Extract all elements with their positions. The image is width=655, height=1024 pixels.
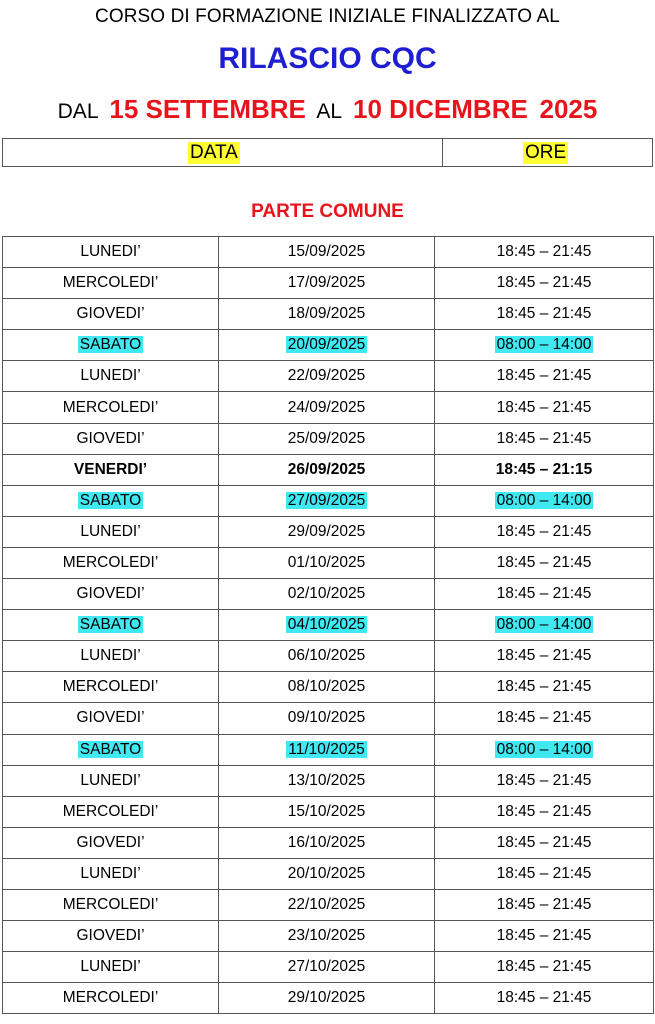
day-cell-text: MERCOLEDI’: [62, 398, 159, 416]
day-cell-text: SABATO: [79, 491, 142, 509]
day-cell: [3, 952, 219, 983]
hours-cell-text: 18:45 – 21:45: [496, 429, 592, 447]
day-cell-text: LUNEDI’: [80, 647, 141, 665]
date-cell: [219, 858, 435, 889]
date-cell: [219, 952, 435, 983]
day-cell-text: MERCOLEDI’: [62, 989, 159, 1007]
table-row: [3, 952, 654, 983]
hours-cell: [435, 827, 654, 858]
date-cell: [219, 454, 435, 485]
al-label: AL: [316, 100, 342, 123]
hours-cell-text: 18:45 – 21:45: [496, 522, 592, 540]
date-cell-text: 23/10/2025: [287, 927, 366, 945]
day-cell: [3, 299, 219, 330]
hours-cell: [435, 454, 654, 485]
date-cell: [219, 268, 435, 299]
hours-cell: [435, 672, 654, 703]
hours-cell: [435, 392, 654, 423]
date-cell-text: 18/09/2025: [287, 305, 366, 323]
date-cell-text: 27/09/2025: [287, 491, 366, 509]
table-row: [3, 703, 654, 734]
table-row: [3, 672, 654, 703]
hours-cell-text: 18:45 – 21:45: [496, 398, 592, 416]
date-cell-text: 08/10/2025: [287, 678, 366, 696]
day-cell: [3, 579, 219, 610]
dal-label: DAL: [57, 100, 98, 123]
hours-cell: [435, 796, 654, 827]
day-cell: [3, 796, 219, 827]
hours-cell-text: 18:45 – 21:45: [496, 833, 592, 851]
date-cell: [219, 765, 435, 796]
section-title: PARTE COMUNE: [251, 201, 404, 222]
hours-cell-text: 18:45 – 21:45: [496, 771, 592, 789]
table-row: [3, 454, 654, 485]
hours-cell: [435, 579, 654, 610]
day-cell-text: MERCOLEDI’: [62, 896, 159, 914]
day-cell-text: LUNEDI’: [80, 243, 141, 261]
day-cell: [3, 454, 219, 485]
day-cell-text: SABATO: [79, 616, 142, 634]
date-cell-text: 20/10/2025: [287, 864, 366, 882]
hours-cell-text: 18:45 – 21:45: [496, 678, 592, 696]
day-cell: [3, 547, 219, 578]
hours-cell-text: 18:45 – 21:45: [496, 958, 592, 976]
day-cell-text: GIOVEDI’: [76, 305, 145, 323]
end-date: 10 DICEMBRE: [353, 94, 528, 124]
table-row: [3, 330, 654, 361]
day-cell-text: LUNEDI’: [80, 771, 141, 789]
day-cell-text: GIOVEDI’: [76, 927, 145, 945]
day-cell: [3, 361, 219, 392]
date-cell: [219, 672, 435, 703]
date-cell-text: 15/09/2025: [287, 243, 366, 261]
date-cell: [219, 579, 435, 610]
day-cell: [3, 734, 219, 765]
schedule-table: [2, 236, 654, 1014]
date-cell-text: 02/10/2025: [287, 585, 366, 603]
table-row: [3, 610, 654, 641]
date-cell-text: 25/09/2025: [287, 429, 366, 447]
hours-cell: [435, 361, 654, 392]
table-row: [3, 361, 654, 392]
date-cell: [219, 485, 435, 516]
date-cell-text: 29/09/2025: [287, 522, 366, 540]
table-row: [3, 485, 654, 516]
table-row: [3, 423, 654, 454]
day-cell-text: LUNEDI’: [80, 367, 141, 385]
date-cell: [219, 983, 435, 1014]
day-cell-text: MERCOLEDI’: [62, 274, 159, 292]
day-cell: [3, 889, 219, 920]
date-cell: [219, 734, 435, 765]
table-row: [3, 889, 654, 920]
table-row: [3, 547, 654, 578]
date-cell: [219, 237, 435, 268]
date-cell-text: 13/10/2025: [287, 771, 366, 789]
table-row: [3, 858, 654, 889]
hours-cell: [435, 734, 654, 765]
hours-cell-text: 18:45 – 21:45: [496, 864, 592, 882]
hours-cell-text: 18:45 – 21:45: [496, 274, 592, 292]
date-cell: [219, 610, 435, 641]
day-cell-text: SABATO: [79, 740, 142, 758]
hours-cell-text: 18:45 – 21:45: [496, 367, 592, 385]
day-cell: [3, 858, 219, 889]
hours-cell-text: 08:00 – 14:00: [496, 740, 592, 758]
hours-cell: [435, 889, 654, 920]
day-cell: [3, 330, 219, 361]
table-row: [3, 392, 654, 423]
day-cell-text: VENERDI’: [73, 460, 148, 478]
date-cell-text: 29/10/2025: [287, 989, 366, 1007]
hours-cell: [435, 485, 654, 516]
hours-cell-text: 18:45 – 21:45: [496, 896, 592, 914]
day-cell-text: MERCOLEDI’: [62, 553, 159, 571]
day-cell: [3, 392, 219, 423]
hours-cell: [435, 237, 654, 268]
course-title-main: RILASCIO CQC: [218, 42, 437, 75]
hours-cell: [435, 547, 654, 578]
hours-cell: [435, 299, 654, 330]
day-cell: [3, 423, 219, 454]
date-cell: [219, 423, 435, 454]
day-cell: [3, 641, 219, 672]
table-row: [3, 921, 654, 952]
date-cell-text: 16/10/2025: [287, 833, 366, 851]
table-row: [3, 734, 654, 765]
hours-cell-text: 18:45 – 21:45: [496, 553, 592, 571]
hours-cell-text: 18:45 – 21:45: [496, 709, 592, 727]
day-cell: [3, 268, 219, 299]
hours-cell-text: 18:45 – 21:45: [496, 802, 592, 820]
date-cell-text: 01/10/2025: [287, 553, 366, 571]
day-cell-text: SABATO: [79, 336, 142, 354]
date-cell: [219, 299, 435, 330]
day-cell: [3, 672, 219, 703]
table-row: [3, 983, 654, 1014]
day-cell: [3, 237, 219, 268]
table-row: [3, 516, 654, 547]
date-cell: [219, 703, 435, 734]
course-title-line1: CORSO DI FORMAZIONE INIZIALE FINALIZZATO AL: [95, 6, 560, 27]
day-cell-text: GIOVEDI’: [76, 585, 145, 603]
date-cell-text: 22/09/2025: [287, 367, 366, 385]
ore-label: ORE: [525, 142, 567, 163]
hours-cell: [435, 952, 654, 983]
day-cell: [3, 703, 219, 734]
date-cell-text: 15/10/2025: [287, 802, 366, 820]
hours-cell-text: 08:00 – 14:00: [496, 616, 592, 634]
day-cell: [3, 983, 219, 1014]
table-row: [3, 765, 654, 796]
table-header-data-cell: [3, 139, 443, 166]
date-cell: [219, 547, 435, 578]
hours-cell: [435, 641, 654, 672]
date-cell: [219, 392, 435, 423]
hours-cell: [435, 765, 654, 796]
hours-cell-text: 18:45 – 21:45: [496, 305, 592, 323]
day-cell: [3, 765, 219, 796]
day-cell-text: LUNEDI’: [80, 522, 141, 540]
hours-cell: [435, 703, 654, 734]
table-row: [3, 796, 654, 827]
hours-cell: [435, 858, 654, 889]
day-cell-text: MERCOLEDI’: [62, 678, 159, 696]
date-cell: [219, 827, 435, 858]
hours-cell: [435, 516, 654, 547]
hours-cell: [435, 983, 654, 1014]
date-cell: [219, 921, 435, 952]
date-cell: [219, 889, 435, 920]
table-row: [3, 579, 654, 610]
date-cell: [219, 516, 435, 547]
hours-cell-text: 18:45 – 21:45: [496, 927, 592, 945]
hours-cell-text: 08:00 – 14:00: [496, 491, 592, 509]
date-cell-text: 11/10/2025: [288, 740, 365, 758]
day-cell: [3, 610, 219, 641]
hours-cell: [435, 423, 654, 454]
date-cell-text: 06/10/2025: [287, 647, 366, 665]
start-date: 15 SETTEMBRE: [109, 94, 306, 124]
day-cell: [3, 921, 219, 952]
date-cell: [219, 361, 435, 392]
date-cell-text: 17/09/2025: [287, 274, 366, 292]
date-cell: [219, 330, 435, 361]
date-cell-text: 27/10/2025: [287, 958, 366, 976]
hours-cell: [435, 268, 654, 299]
date-cell-text: 09/10/2025: [287, 709, 366, 727]
year: 2025: [539, 94, 598, 124]
data-label: DATA: [190, 142, 238, 163]
hours-cell: [435, 921, 654, 952]
day-cell: [3, 516, 219, 547]
table-row: [3, 641, 654, 672]
date-cell-text: 04/10/2025: [287, 616, 366, 634]
day-cell-text: GIOVEDI’: [76, 833, 145, 851]
day-cell-text: LUNEDI’: [80, 864, 141, 882]
table-row: [3, 268, 654, 299]
day-cell-text: LUNEDI’: [80, 958, 141, 976]
day-cell-text: GIOVEDI’: [76, 429, 145, 447]
hours-cell-text: 18:45 – 21:45: [496, 647, 592, 665]
course-date-range: [0, 94, 655, 125]
hours-cell-text: 18:45 – 21:15: [495, 460, 593, 478]
date-cell-text: 26/09/2025: [287, 460, 366, 478]
hours-cell-text: 18:45 – 21:45: [496, 989, 592, 1007]
day-cell-text: MERCOLEDI’: [62, 802, 159, 820]
hours-cell-text: 18:45 – 21:45: [496, 585, 592, 603]
date-cell-text: 20/09/2025: [287, 336, 366, 354]
day-cell: [3, 485, 219, 516]
hours-cell: [435, 610, 654, 641]
day-cell: [3, 827, 219, 858]
hours-cell: [435, 330, 654, 361]
date-cell-text: 24/09/2025: [287, 398, 366, 416]
table-row: [3, 827, 654, 858]
table-row: [3, 299, 654, 330]
date-cell: [219, 796, 435, 827]
table-header: [2, 138, 653, 167]
hours-cell-text: 08:00 – 14:00: [496, 336, 592, 354]
day-cell-text: GIOVEDI’: [76, 709, 145, 727]
table-row: [3, 237, 654, 268]
date-cell: [219, 641, 435, 672]
date-cell-text: 22/10/2025: [287, 896, 366, 914]
hours-cell-text: 18:45 – 21:45: [496, 243, 592, 261]
